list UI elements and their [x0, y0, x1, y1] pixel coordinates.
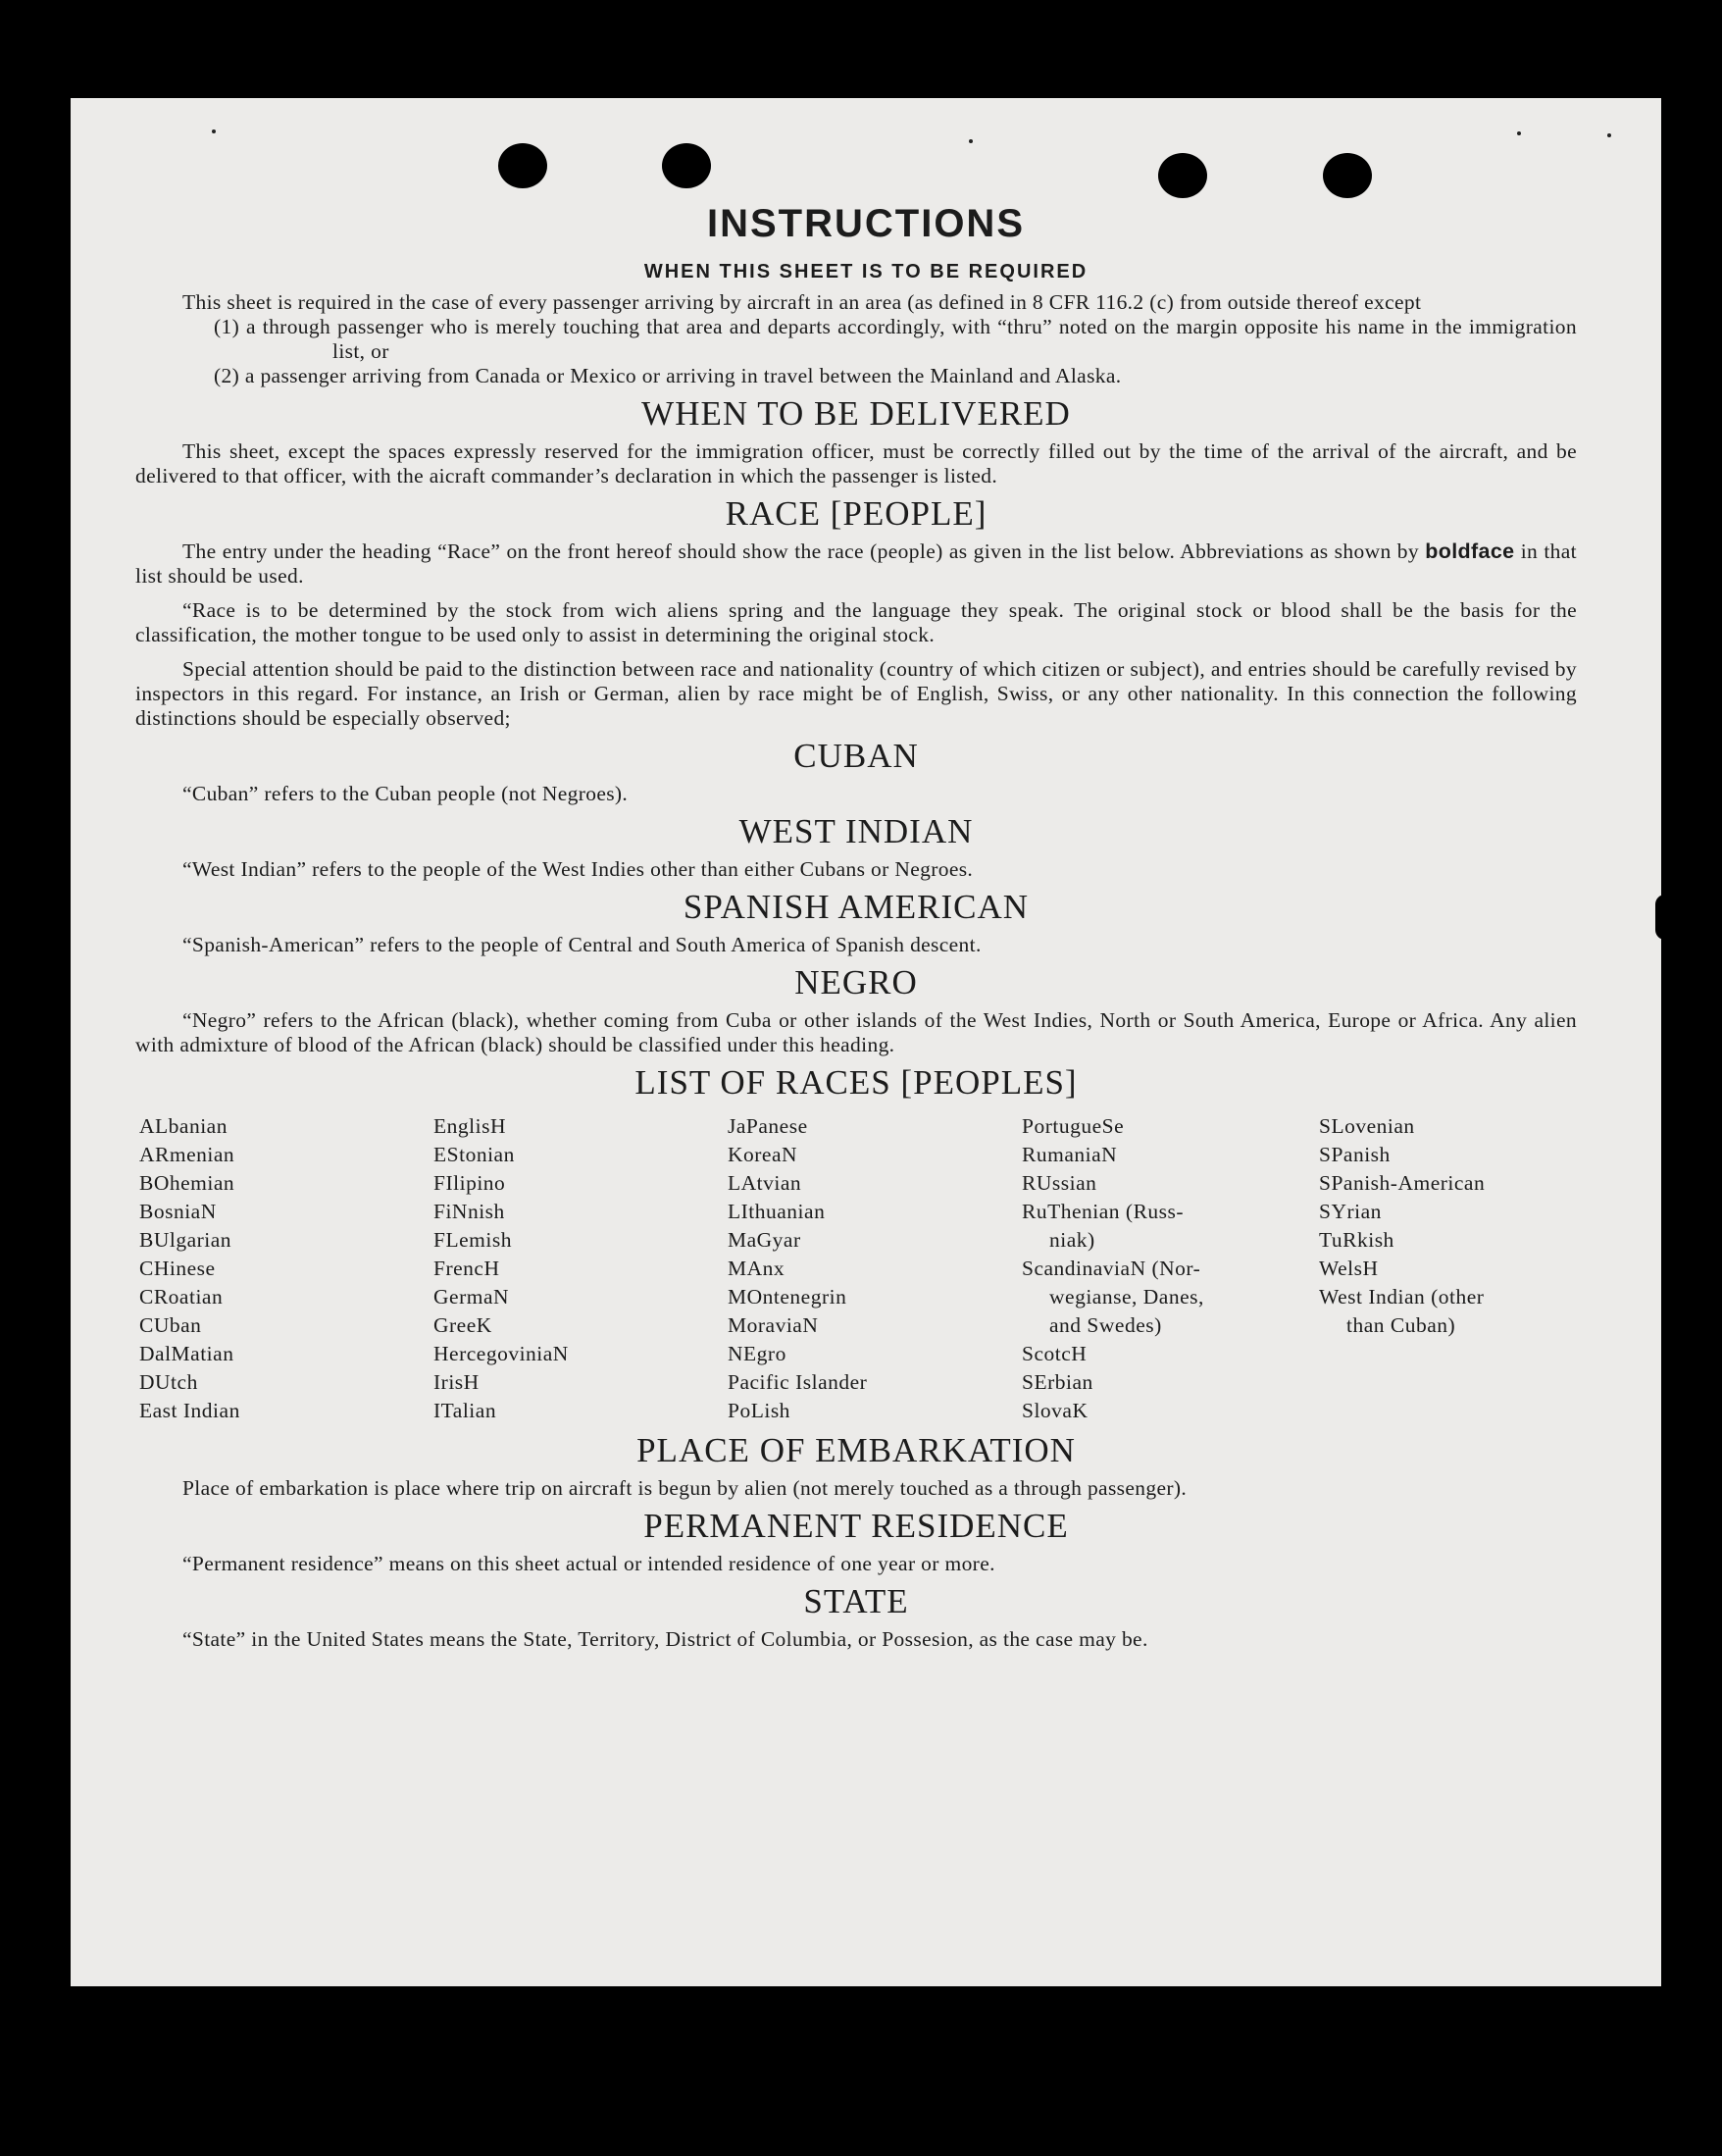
race-paragraph-1	[135, 539, 1577, 589]
spanish-american-heading: SPANISH AMERICAN	[683, 888, 1030, 926]
race-entry: RuThenian (Russ-	[1022, 1200, 1185, 1223]
race-entry: ARmenian	[139, 1143, 235, 1166]
race-entry: MoraviaN	[728, 1313, 819, 1337]
embarkation-text: Place of embarkation is place where trip on aircraft is begun by alien (not merely touched as a through passenger).	[182, 1476, 1188, 1500]
boldface-term: boldface	[1425, 539, 1515, 563]
instructions-title: INSTRUCTIONS	[707, 202, 1025, 245]
race-entry: JaPanese	[728, 1114, 808, 1138]
race-entry-continued: niak)	[1049, 1228, 1095, 1252]
race-entry: CRoatian	[139, 1285, 224, 1309]
race-entry: FrencH	[433, 1257, 500, 1280]
race-entry: FiNnish	[433, 1200, 505, 1223]
race-entry: TuRkish	[1319, 1228, 1394, 1252]
race-entry: FIlipino	[433, 1171, 506, 1195]
instruction-sheet	[71, 98, 1661, 1986]
race-entry: BOhemian	[139, 1171, 235, 1195]
race-entry: BosniaN	[139, 1200, 217, 1223]
race-entry: HercegoviniaN	[433, 1342, 569, 1365]
race-entry: ITalian	[433, 1399, 497, 1422]
race-entry: NEgro	[728, 1342, 786, 1365]
race-entry: DalMatian	[139, 1342, 234, 1365]
race-entry: LAtvian	[728, 1171, 802, 1195]
exception-1: (1) a through passenger who is merely touching that area and departs accordingly, with “thru” noted on the margin opposite his name in the immigration list, or	[214, 315, 1577, 363]
speck	[212, 129, 216, 133]
exception-2: (2) a passenger arriving from Canada or Mexico or arriving in travel between the Mainland and Alaska.	[214, 364, 1122, 387]
state-text: “State” in the United States means the State, Territory, District of Columbia, or Possesion, as the case may be.	[182, 1627, 1148, 1651]
race-entry: ScotcH	[1022, 1342, 1088, 1365]
cuban-heading: CUBAN	[793, 737, 919, 775]
residence-heading: PERMANENT RESIDENCE	[643, 1507, 1069, 1545]
race-column	[433, 1112, 728, 1425]
race-column	[728, 1112, 1022, 1425]
race-entry: CHinese	[139, 1257, 216, 1280]
race-entry: SErbian	[1022, 1370, 1093, 1394]
negro-heading: NEGRO	[794, 963, 918, 1001]
punch-hole	[1323, 153, 1372, 198]
speck	[1517, 131, 1521, 135]
delivery-heading: WHEN TO BE DELIVERED	[641, 394, 1071, 433]
race-entry: SLovenian	[1319, 1114, 1415, 1138]
speck	[969, 139, 973, 143]
cuban-text: “Cuban” refers to the Cuban people (not Negroes).	[182, 782, 629, 805]
instructions-subtitle: WHEN THIS SHEET IS TO BE REQUIRED	[643, 261, 1089, 282]
race-paragraph-2: “Race is to be determined by the stock from wich aliens spring and the language they speak. The original stock or blood shall be the basis for the classification, the mother tongue to be used only to assist in determining the original stock.	[135, 598, 1577, 646]
punch-hole	[1158, 153, 1207, 198]
race-column	[1319, 1112, 1579, 1425]
race-entry: GreeK	[433, 1313, 492, 1337]
race-entry: IrisH	[433, 1370, 480, 1394]
page-edge-notch	[1655, 895, 1675, 940]
race-heading: RACE [PEOPLE]	[725, 494, 988, 533]
race-entry: PortugueSe	[1022, 1114, 1125, 1138]
race-paragraph-1-end: in that list should be used.	[135, 539, 1577, 588]
race-entry: BUlgarian	[139, 1228, 232, 1252]
race-entry: LIthuanian	[728, 1200, 826, 1223]
list-of-races-heading: LIST OF RACES [PEOPLES]	[634, 1063, 1078, 1102]
race-list	[135, 1112, 1577, 1425]
race-entry: EStonian	[433, 1143, 515, 1166]
race-entry: PoLish	[728, 1399, 790, 1422]
negro-text: “Negro” refers to the African (black), whether coming from Cuba or other islands of the West Indies, North or South America, Europe or Africa. Any alien with admixture of blood of the African (black) should be classified under this heading.	[135, 1008, 1577, 1056]
race-entry-continued: than Cuban)	[1346, 1313, 1456, 1337]
race-entry: SlovaK	[1022, 1399, 1089, 1422]
race-entry: KoreaN	[728, 1143, 798, 1166]
delivery-text: This sheet, except the spaces expressly reserved for the immigration officer, must be correctly filled out by the time of the arrival of the aircraft, and be delivered to that officer, with the aicraft commander’s declaration in which the passenger is listed.	[135, 439, 1577, 488]
race-entry: WelsH	[1319, 1257, 1379, 1280]
embarkation-heading: PLACE OF EMBARKATION	[636, 1431, 1076, 1469]
race-entry: SPanish	[1319, 1143, 1391, 1166]
race-column	[1022, 1112, 1319, 1425]
race-entry: MaGyar	[728, 1228, 801, 1252]
race-entry: CUban	[139, 1313, 202, 1337]
race-paragraph-3: Special attention should be paid to the distinction between race and nationality (country of which citizen or subject), and entries should be carefully revised by inspectors in this regard. For instance, an Irish or German, alien by race might be of English, Swiss, or any other nationality. In this connection the following distinctions should be especially observed;	[135, 657, 1577, 730]
race-entry: RumaniaN	[1022, 1143, 1118, 1166]
race-entry: ALbanian	[139, 1114, 228, 1138]
race-entry: FLemish	[433, 1228, 512, 1252]
sheet-content	[135, 290, 1577, 1652]
race-entry: EnglisH	[433, 1114, 506, 1138]
race-entry: West Indian (other	[1319, 1285, 1485, 1309]
race-entry: GermaN	[433, 1285, 510, 1309]
race-entry: RUssian	[1022, 1171, 1097, 1195]
speck	[1607, 133, 1611, 137]
race-entry-continued: wegianse, Danes,	[1049, 1285, 1204, 1309]
race-entry: East Indian	[139, 1399, 240, 1422]
race-entry-continued: and Swedes)	[1049, 1313, 1162, 1337]
west-indian-heading: WEST INDIAN	[738, 812, 974, 850]
race-entry: MAnx	[728, 1257, 785, 1280]
race-paragraph-1-start: The entry under the heading “Race” on the front hereof should show the race (people) as given in the list below. Abbreviations as shown by	[182, 539, 1426, 563]
punch-hole	[662, 143, 711, 188]
state-heading: STATE	[803, 1582, 909, 1620]
punch-hole	[498, 143, 547, 188]
west-indian-text: “West Indian” refers to the people of the West Indies other than either Cubans or Negroes.	[182, 857, 974, 881]
residence-text: “Permanent residence” means on this sheet actual or intended residence of one year or more.	[182, 1552, 995, 1575]
race-entry: SYrian	[1319, 1200, 1382, 1223]
race-entry: SPanish-American	[1319, 1171, 1486, 1195]
race-entry: ScandinaviaN (Nor-	[1022, 1257, 1201, 1280]
spanish-american-text: “Spanish-American” refers to the people of Central and South America of Spanish descent.	[182, 933, 982, 956]
race-entry: Pacific Islander	[728, 1370, 868, 1394]
race-entry: MOntenegrin	[728, 1285, 847, 1309]
instructions-intro: This sheet is required in the case of every passenger arriving by aircraft in an area (as defined in 8 CFR 116.2 (c) from outside thereof except	[182, 290, 1422, 314]
race-column	[139, 1112, 433, 1425]
race-entry: DUtch	[139, 1370, 198, 1394]
